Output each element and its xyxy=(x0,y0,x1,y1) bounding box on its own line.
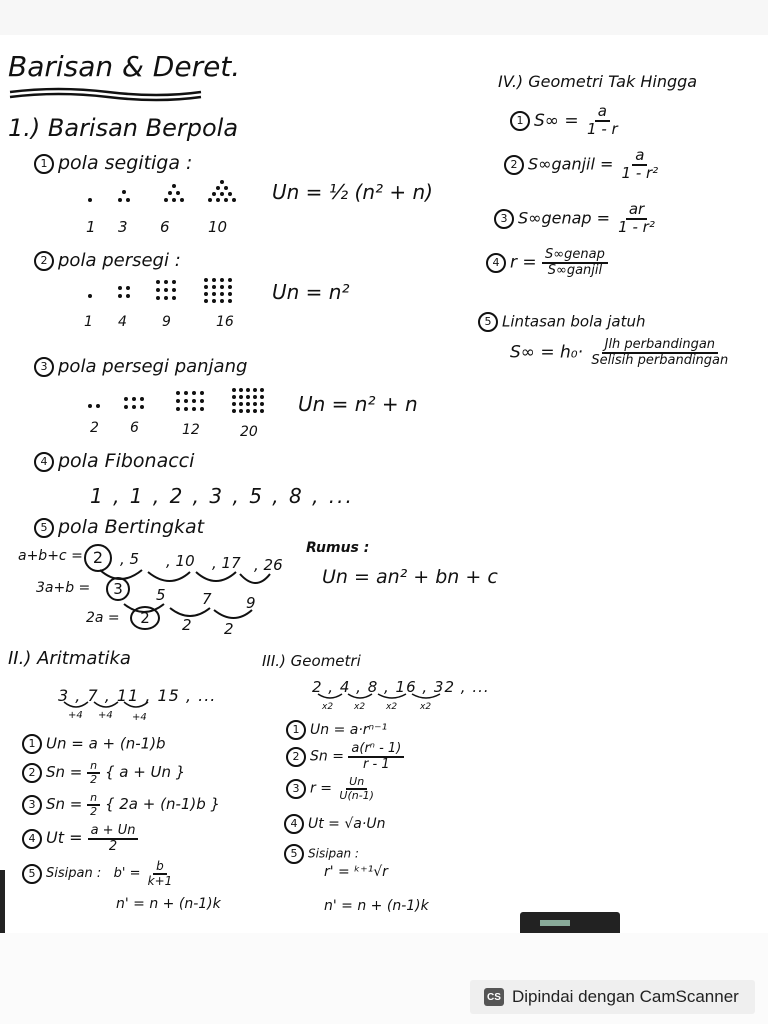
inf-formula-3: 3 S∞genap = $\frac{ar}{\text{1 - r²}}$ xyxy=(494,202,658,236)
triangle-n3: 6 xyxy=(160,218,170,236)
arith-formula-1: 1 Un = a + (n-1)b xyxy=(22,734,166,754)
triangle-n2: 3 xyxy=(118,218,128,236)
triangle-formula: Un = ½ (n² + n) xyxy=(272,180,433,204)
formula-lhs: Sn = xyxy=(46,795,83,814)
circled-value: 3 xyxy=(106,577,130,601)
device-label xyxy=(540,920,570,926)
triangle-n1: 1 xyxy=(86,218,96,236)
item-number: 5 xyxy=(34,518,54,538)
fibonacci-sequence: 1 , 1 , 2 , 3 , 5 , 8 , ... xyxy=(90,484,354,508)
geo-ratio-1: x2 xyxy=(322,702,334,712)
square-n3: 9 xyxy=(162,314,171,330)
numerator: a xyxy=(632,148,647,166)
numerator: Un xyxy=(346,776,367,790)
geo-formula-6: n' = n + (n-1)k xyxy=(324,898,429,914)
camscanner-watermark xyxy=(470,980,755,1014)
pattern-tiered-label xyxy=(34,516,204,538)
tier2-first xyxy=(106,577,130,601)
arith-sequence: 3 , 7 , 11 , 15 , ... xyxy=(58,686,217,705)
numerator: b xyxy=(153,860,167,875)
section-4-heading: IV.) Geometri Tak Hingga xyxy=(498,72,698,91)
formula-rhs: { a + Un } xyxy=(104,763,186,782)
arith-formula-2: 2 Sn = $\frac{n}{2}$ { a + Un } xyxy=(22,760,185,785)
pattern-rectangle-label xyxy=(34,356,247,377)
denominator: Selisih perbandingan xyxy=(591,352,729,368)
denominator: 1 - r² xyxy=(621,163,659,182)
tier3-v2: 2 xyxy=(182,616,192,634)
tier2-v4: 9 xyxy=(246,594,256,612)
inf-formula-2: 2 S∞ganjil = $\frac{a}{\text{1 - r²}}$ xyxy=(504,148,661,182)
circled-value: 2 xyxy=(130,606,160,630)
inf-formula-4: 4 r = $\frac{\text{S∞genap}}{\text{S∞ganjil}}$ xyxy=(486,248,608,277)
label-text: pola persegi panjang xyxy=(58,356,248,377)
rectangle-n4: 20 xyxy=(240,424,258,440)
arith-formula-3: 3 Sn = $\frac{n}{2}$ { 2a + (n-1)b } xyxy=(22,792,220,817)
numerator: ar xyxy=(626,202,647,220)
tiered-formula: Un = an² + bn + c xyxy=(322,566,498,588)
tier3-first xyxy=(130,606,160,630)
numerator: n xyxy=(87,760,100,774)
device-object xyxy=(520,912,620,933)
denominator: U(n-1) xyxy=(339,788,374,802)
section-1-heading: 1.) Barisan Berpola xyxy=(8,114,239,142)
formula-lhs: S∞ = xyxy=(534,110,579,131)
tier1-label: a+b+c = xyxy=(18,548,83,564)
insertion-label: Sisipan : xyxy=(308,846,359,861)
camscanner-logo-icon: CS xyxy=(484,988,504,1006)
denominator: 2 xyxy=(90,804,98,818)
rectangle-n2: 6 xyxy=(130,420,139,436)
numerator: S∞genap xyxy=(542,248,608,264)
formula-lhs: S∞ = h₀· xyxy=(510,342,583,363)
tier1-v3: , 10 xyxy=(166,552,195,570)
geo-ratio-2: x2 xyxy=(354,702,366,712)
item-number: 3 xyxy=(34,357,54,377)
item-number: 2 xyxy=(34,251,54,271)
numerator: a(rⁿ - 1) xyxy=(348,742,404,758)
tier2-v2: 5 xyxy=(156,586,166,604)
geo-formula-5-label: 5 Sisipan : xyxy=(284,844,359,864)
circled-value: 2 xyxy=(84,544,112,572)
item-number: 1 xyxy=(34,154,54,174)
geo-formula-1: 1 Un = a·rⁿ⁻¹ xyxy=(286,720,387,740)
denominator: 1 - r² xyxy=(618,217,655,236)
geo-ratio-3: x2 xyxy=(386,702,398,712)
label-text: pola segitiga : xyxy=(58,152,193,174)
label-text: pola persegi : xyxy=(58,250,181,271)
formula-lhs: Ut = xyxy=(46,828,83,848)
inf-formula-5 xyxy=(510,338,731,367)
item-number: 4 xyxy=(34,452,54,472)
formula-lhs: r = xyxy=(310,780,332,797)
pattern-square-label xyxy=(34,250,181,271)
denominator: 2 xyxy=(90,772,98,786)
title-underline xyxy=(8,86,203,102)
formula-lhs: Sn = xyxy=(310,748,344,765)
denominator: r - 1 xyxy=(363,756,390,772)
arith-formula-5: 5 Sisipan : b' = $\frac{b}{k+1}$ xyxy=(22,860,175,887)
formula-text: Ut = √a·Un xyxy=(308,816,386,832)
section-3-heading: III.) Geometri xyxy=(262,652,361,670)
formula-lhs: b' = xyxy=(113,866,141,882)
label-text: pola Bertingkat xyxy=(58,516,205,538)
formula-lhs: r = xyxy=(510,252,537,273)
numerator: a + Un xyxy=(88,824,139,840)
formula-text: Un = a·rⁿ⁻¹ xyxy=(310,722,388,738)
numerator: n xyxy=(87,792,100,806)
arith-diff-3: +4 xyxy=(132,712,147,723)
arith-diff-1: +4 xyxy=(68,710,83,721)
denominator: S∞ganjil xyxy=(547,262,603,278)
geo-ratio-4: x2 xyxy=(420,702,432,712)
geo-sequence: 2 , 4 , 8 , 16 , 32 , ... xyxy=(312,678,490,696)
square-n4: 16 xyxy=(216,314,234,330)
label-text: pola Fibonacci xyxy=(58,450,195,472)
rumus-label: Rumus : xyxy=(306,540,370,556)
pattern-triangle-label xyxy=(34,152,192,174)
rectangle-n3: 12 xyxy=(182,422,200,438)
square-formula: Un = n² xyxy=(272,280,350,304)
formula-lhs: S∞genap = xyxy=(518,208,611,228)
tier1-v2: , 5 xyxy=(120,550,140,568)
arith-formula-4: 4 Ut = $\frac{a + Un}{2}$ xyxy=(22,824,138,853)
tier3-v3: 2 xyxy=(224,620,234,638)
geo-formula-4: 4 Ut = √a·Un xyxy=(284,814,385,834)
formula-lhs: S∞ganjil = xyxy=(528,154,614,174)
inf-formula-5-label: 5 Lintasan bola jatuh xyxy=(478,312,645,332)
tier2-v3: 7 xyxy=(202,590,212,608)
pattern-fibonacci-label xyxy=(34,450,194,472)
geo-formula-2: 2 Sn = $\frac{\text{a(rⁿ - 1)}}{r - 1}$ xyxy=(286,742,404,771)
numerator: Jlh perbandingan xyxy=(602,338,718,354)
formula-rhs: { 2a + (n-1)b } xyxy=(104,795,221,814)
geo-formula-5: r' = ᵏ⁺¹√r xyxy=(324,864,388,880)
denominator: 2 xyxy=(108,838,118,854)
formula-lhs: Sn = xyxy=(46,763,83,782)
triangle-n4: 10 xyxy=(208,218,228,236)
tier1-v4: , 17 xyxy=(212,554,241,572)
numerator: a xyxy=(595,104,610,122)
arith-formula-6: n' = n + (n-1)k xyxy=(116,896,221,912)
insertion-label: Sisipan : xyxy=(46,866,102,882)
watermark-text: Dipindai dengan CamScanner xyxy=(512,987,739,1006)
inf-formula-1: 1 S∞ = $\frac{a}{1 - r}$ xyxy=(510,104,621,138)
denominator: k+1 xyxy=(147,873,173,888)
section-2-heading: II.) Aritmatika xyxy=(8,648,131,669)
tier1-v5: , 26 xyxy=(254,556,283,574)
rectangle-n1: 2 xyxy=(90,420,99,436)
denominator: 1 - r xyxy=(587,119,618,138)
page-edge xyxy=(0,870,5,933)
square-n2: 4 xyxy=(118,314,127,330)
tier2-label: 3a+b = xyxy=(36,580,91,596)
geo-formula-3: 3 r = $\frac{Un}{U(n-1)}$ xyxy=(286,776,377,801)
formula-text: Un = a + (n-1)b xyxy=(46,734,166,753)
square-n1: 1 xyxy=(84,314,93,330)
page-title: Barisan & Deret. xyxy=(8,50,241,83)
tier3-label: 2a = xyxy=(86,610,120,626)
rectangle-formula: Un = n² + n xyxy=(298,392,418,416)
label-text: Lintasan bola jatuh xyxy=(502,312,646,331)
arith-diff-2: +4 xyxy=(98,710,113,721)
